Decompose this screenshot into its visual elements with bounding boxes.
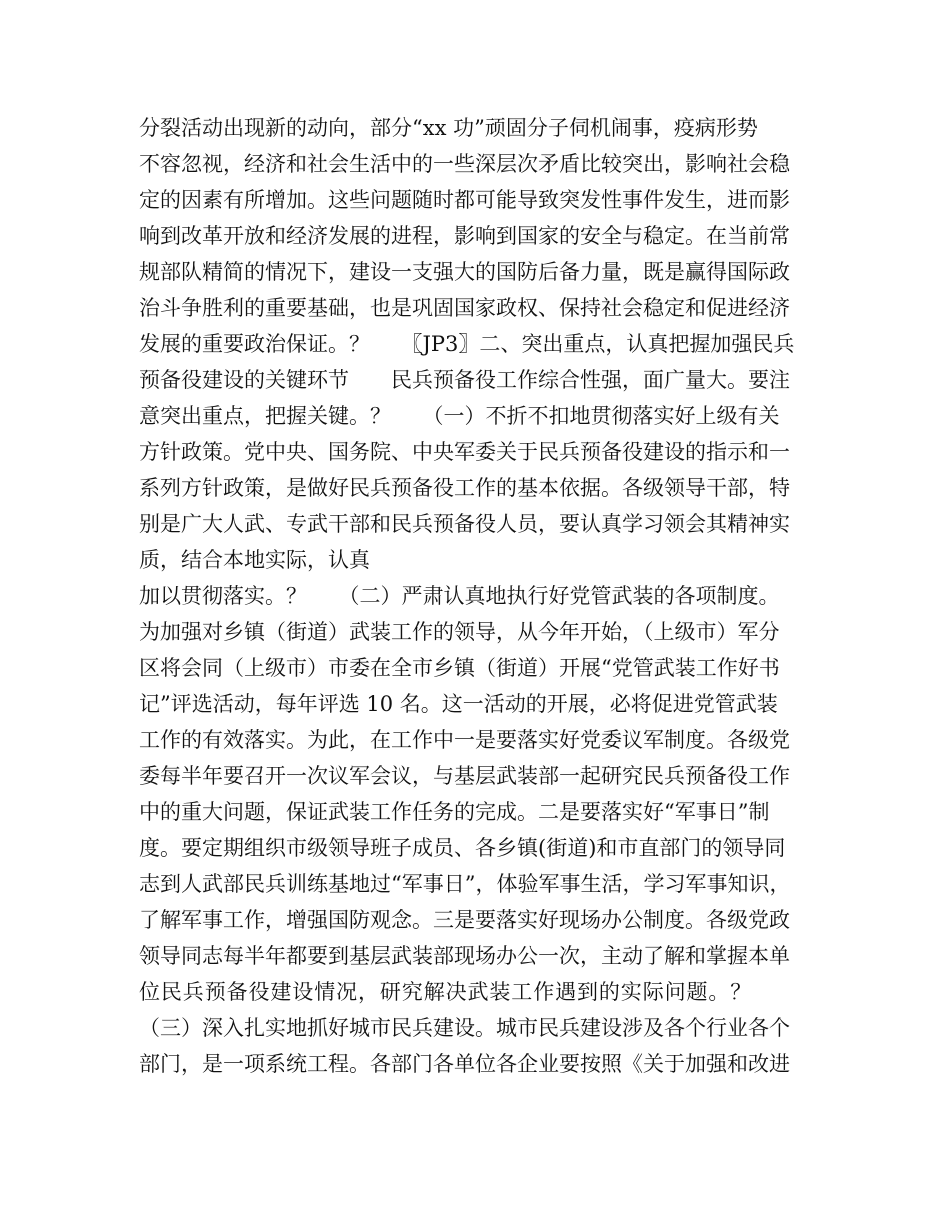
- text-line: 质，结合本地实际，认真: [139, 548, 370, 572]
- text-line: 位民兵预备役建设情况，研究解决武装工作遇到的实际问题。？: [139, 980, 753, 1004]
- text-line: 方针政策。党中央、国务院、中央军委关于民兵预备役建设的指示和一: [139, 440, 790, 464]
- body-text: [139, 110, 819, 1082]
- text-line: 委每半年要召开一次议军会议，与基层武装部一起研究民兵预备役工作: [139, 764, 790, 788]
- text-line: 志到人武部民兵训练基地过“军事日”，体验军事生活，学习军事知识，: [139, 872, 791, 896]
- text-line: 预备役建设的关键环节 民兵预备役工作综合性强，面广量大。要注: [139, 368, 790, 392]
- text-line: 工作的有效落实。为此，在工作中一是要落实好党委议军制度。各级党: [139, 728, 790, 752]
- text-line: 意突出重点，把握关键。？ （一）不折不扣地贯彻落实好上级有关: [139, 404, 780, 428]
- text-line: 别是广大人武、专武干部和民兵预备役人员，要认真学习领会其精神实: [139, 512, 790, 536]
- text-line: 不容忽视，经济和社会生活中的一些深层次矛盾比较突出，影响社会稳: [139, 152, 790, 176]
- text-line: 为加强对乡镇（街道）武装工作的领导，从今年开始，（上级市）军分: [139, 620, 780, 644]
- text-line: 响到改革开放和经济发展的进程，影响到国家的安全与稳定。在当前常: [139, 224, 790, 248]
- text-line: 发展的重要政治保证。？ 〖JP3〗二、突出重点，认真把握加强民兵: [139, 332, 795, 356]
- text-line: 加以贯彻落实。？ （二）严肃认真地执行好党管武装的各项制度。: [139, 584, 780, 608]
- text-line: 记”评选活动，每年评选 10 名。这一活动的开展，必将促进党管武装: [139, 692, 778, 716]
- text-line: 领导同志每半年都要到基层武装部现场办公一次，主动了解和掌握本单: [139, 944, 790, 968]
- text-line: 系列方针政策，是做好民兵预备役工作的基本依据。各级领导干部，特: [139, 476, 790, 500]
- text-line: 定的因素有所增加。这些问题随时都可能导致突发性事件发生，进而影: [139, 188, 790, 212]
- text-line: （三）深入扎实地抓好城市民兵建设。城市民兵建设涉及各个行业各个: [139, 1016, 790, 1040]
- text-line: 度。要定期组织市级领导班子成员、各乡镇(街道)和市直部门的领导同: [139, 836, 786, 860]
- text-line: 中的重大问题，保证武装工作任务的完成。二是要落实好“军事日”制: [139, 800, 770, 824]
- text-line: 分裂活动出现新的动向，部分“xx 功”顽固分子伺机闹事，疫病形势: [139, 116, 758, 140]
- text-line: 治斗争胜利的重要基础，也是巩固国家政权、保持社会稳定和促进经济: [139, 296, 790, 320]
- text-line: 部门，是一项系统工程。各部门各单位各企业要按照《关于加强和改进: [139, 1052, 790, 1076]
- text-line: 规部队精简的情况下，建设一支强大的国防后备力量，既是赢得国际政: [139, 260, 790, 284]
- text-line: 区将会同（上级市）市委在全市乡镇（街道）开展“党管武装工作好书: [139, 656, 780, 680]
- text-line: 了解军事工作，增强国防观念。三是要落实好现场办公制度。各级党政: [139, 908, 790, 932]
